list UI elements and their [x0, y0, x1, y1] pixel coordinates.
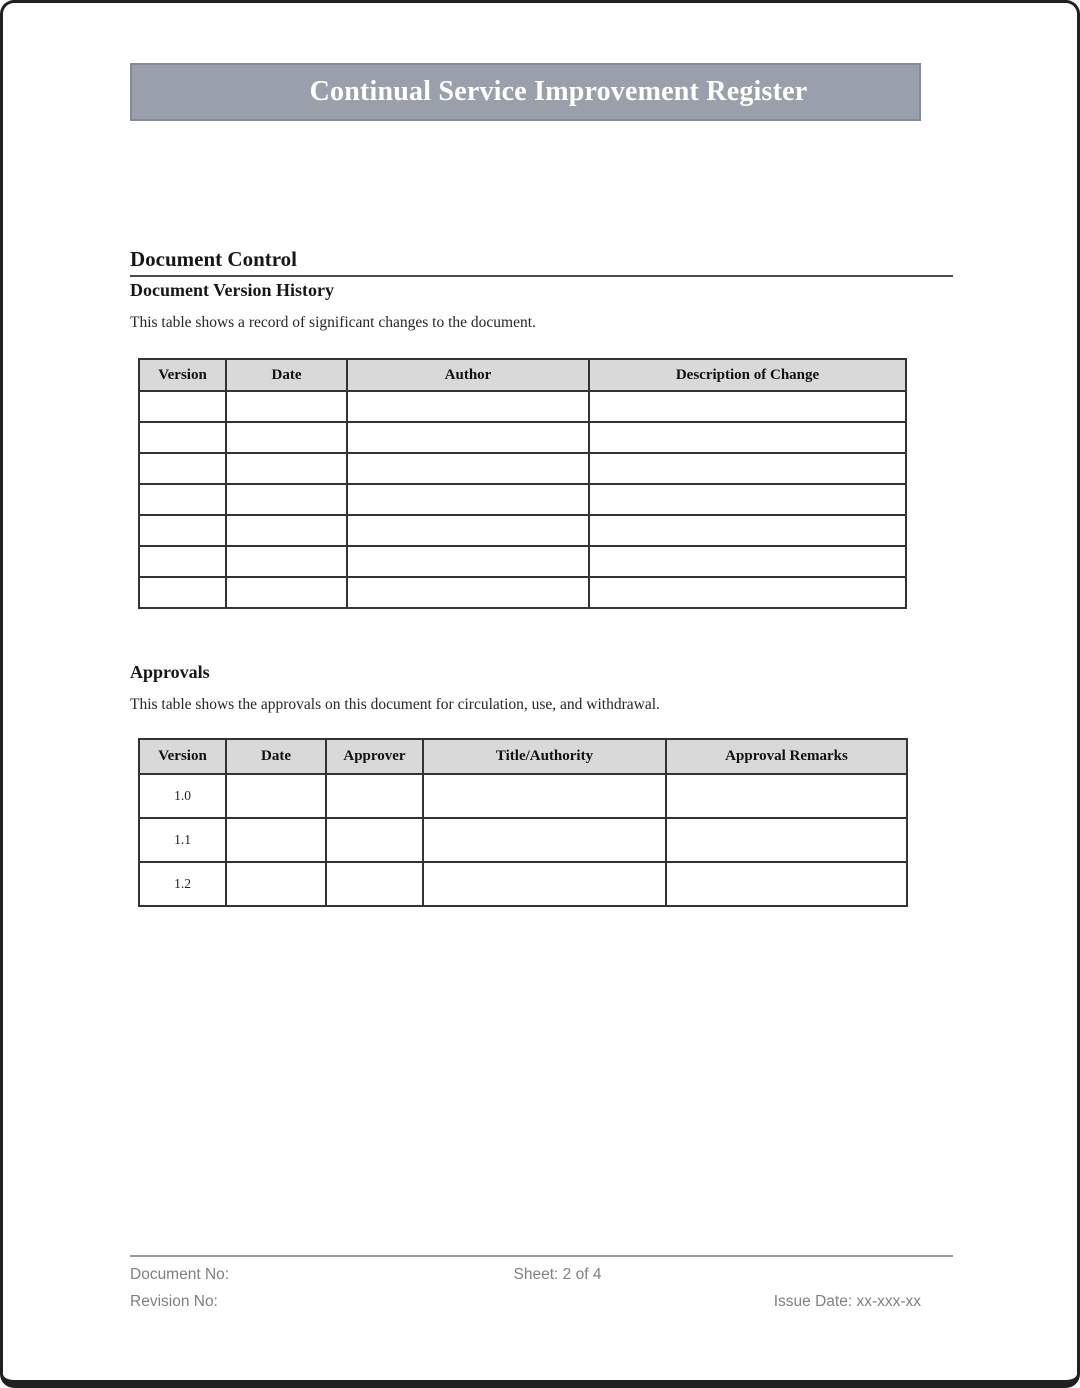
table-cell — [226, 774, 326, 818]
footer-row2-center-spacer — [426, 1288, 690, 1315]
table-cell — [423, 818, 666, 862]
table-cell — [226, 484, 347, 515]
sheet-indicator: Sheet: 2 of 4 — [513, 1266, 602, 1283]
table-row — [139, 818, 907, 862]
footer-divider — [130, 1255, 953, 1257]
table-cell — [589, 515, 906, 546]
table-cell — [326, 774, 423, 818]
version-history-description: This table shows a record of significant changes to the document. — [130, 314, 536, 331]
column-header: Description of Change — [589, 359, 906, 391]
table-cell — [347, 546, 589, 577]
table-row — [139, 774, 907, 818]
header-row — [139, 739, 907, 774]
table-cell — [139, 515, 226, 546]
approvals-description: This table shows the approvals on this document for circulation, use, and withdrawal. — [130, 696, 660, 713]
table-cell — [666, 862, 907, 906]
column-header: Date — [226, 739, 326, 774]
approvals-subheading: Approvals — [130, 662, 210, 682]
table-cell — [423, 862, 666, 906]
table-cell — [139, 577, 226, 608]
table-cell — [423, 774, 666, 818]
table-cell — [666, 818, 907, 862]
document-title-banner — [130, 63, 921, 121]
table-cell — [139, 422, 226, 453]
table-cell — [139, 453, 226, 484]
table-cell — [139, 546, 226, 577]
table-cell — [139, 391, 226, 422]
footer-row-1 — [130, 1261, 921, 1288]
table-cell: 1.1 — [139, 818, 226, 862]
table-cell — [226, 577, 347, 608]
version-history-subheading: Document Version History — [130, 280, 334, 300]
table-cell — [589, 422, 906, 453]
column-header: Version — [139, 359, 226, 391]
table-cell — [347, 484, 589, 515]
table-cell — [589, 391, 906, 422]
table-cell — [589, 484, 906, 515]
table-row — [139, 546, 906, 577]
table-cell — [347, 422, 589, 453]
table-cell — [226, 818, 326, 862]
table-cell: 1.0 — [139, 774, 226, 818]
column-header: Version — [139, 739, 226, 774]
column-header: Approver — [326, 739, 423, 774]
column-header: Date — [226, 359, 347, 391]
table-cell — [139, 484, 226, 515]
table-cell — [347, 515, 589, 546]
table-cell — [589, 577, 906, 608]
table-cell — [226, 546, 347, 577]
table-cell — [589, 546, 906, 577]
column-header: Approval Remarks — [666, 739, 907, 774]
table-cell — [347, 577, 589, 608]
table-cell — [226, 422, 347, 453]
document-control-heading: Document Control — [130, 247, 953, 277]
table-row — [139, 515, 906, 546]
table-cell — [347, 453, 589, 484]
table-row — [139, 391, 906, 422]
approvals-table — [138, 738, 908, 907]
revision-no-label: Revision No: — [130, 1293, 218, 1310]
version-history-table — [138, 358, 907, 609]
table-cell — [226, 391, 347, 422]
table-cell — [666, 774, 907, 818]
header-row — [139, 359, 906, 391]
footer — [130, 1261, 921, 1315]
issue-date-label: Issue Date: xx-xxx-xx — [773, 1293, 922, 1310]
column-header: Author — [347, 359, 589, 391]
table-cell — [326, 862, 423, 906]
column-header: Title/Authority — [423, 739, 666, 774]
table-row — [139, 422, 906, 453]
table-cell — [589, 453, 906, 484]
table-cell — [226, 453, 347, 484]
document-no-label: Document No: — [130, 1266, 230, 1283]
table-row — [139, 862, 907, 906]
table-cell — [347, 391, 589, 422]
table-cell — [226, 515, 347, 546]
table-row — [139, 484, 906, 515]
table-row — [139, 453, 906, 484]
table-cell — [226, 862, 326, 906]
footer-row1-right-spacer — [657, 1261, 921, 1288]
footer-row-2 — [130, 1288, 921, 1315]
table-cell — [326, 818, 423, 862]
table-row — [139, 577, 906, 608]
document-title: Continual Service Improvement Register — [309, 76, 808, 107]
table-cell: 1.2 — [139, 862, 226, 906]
